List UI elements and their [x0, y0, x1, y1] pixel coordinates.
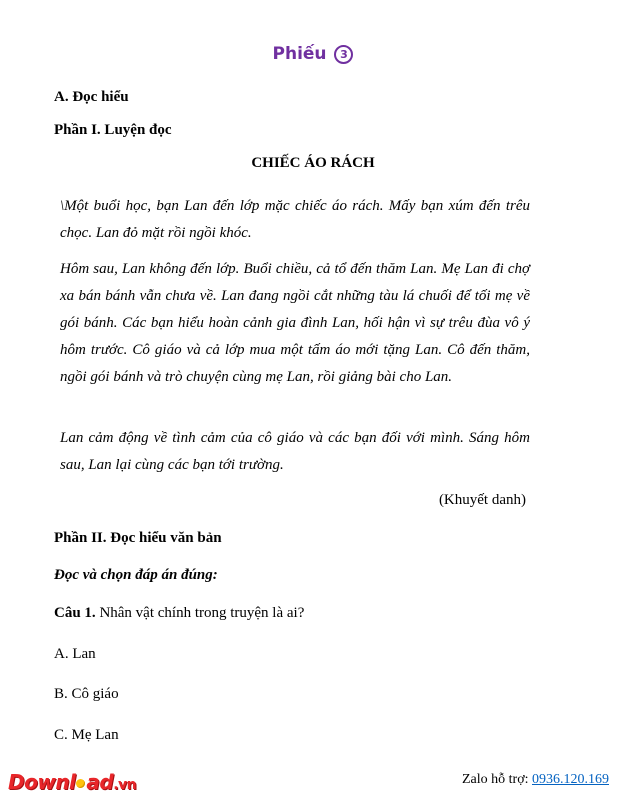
story-paragraph-1: \Một buổi học, bạn Lan đến lớp mặc chiếc áo rách. Mấy bạn xúm đến trêu chọc. Lan đỏ mặt rồi ngồi khóc.: [60, 198, 530, 241]
story-paragraph-2: Hôm sau, Lan không đến lớp. Buổi chiều, cả tổ đến thăm Lan. Mẹ Lan đi chợ xa bán bánh vẫn chưa về. Lan đang ngồi cắt những tàu lá chuối để tối mẹ về gói bánh. Các bạn hiểu hoàn cảnh gia đình Lan, hối hận vì sự trêu đùa vô ý hôm trước. Cô giáo và cả lớp mua một tấm áo mới tặng Lan. Cô đến thăm, ngồi gói bánh và trò chuyện cùng mẹ Lan, rồi giảng bài cho Lan.: [60, 261, 530, 385]
zalo-phone-link[interactable]: 0936.120.169: [532, 772, 609, 787]
question-1-text: Nhân vật chính trong truyện là ai?: [99, 605, 305, 621]
story-paragraph-3: Lan cảm động về tình cảm của cô giáo và các bạn đối với mình. Sáng hôm sau, Lan lại cùng các bạn tới trường.: [60, 430, 530, 473]
worksheet-title: [0, 44, 626, 64]
section-a-heading: A. Đọc hiểu: [54, 89, 129, 105]
zalo-support-label: Zalo hỗ trợ:: [462, 772, 529, 787]
worksheet-number-badge: 3: [334, 45, 353, 64]
answer-option-a: A. Lan: [54, 646, 96, 662]
story-author: (Khuyết danh): [438, 492, 526, 508]
logo-o-icon: [76, 779, 85, 788]
question-1: [54, 604, 304, 622]
zalo-support: [462, 772, 609, 788]
part2-instruction: Đọc và chọn đáp án đúng:: [54, 567, 218, 583]
question-1-label: Câu 1.: [54, 605, 96, 621]
worksheet-title-text: Phiếu: [272, 44, 327, 64]
part2-heading: Phần II. Đọc hiểu văn bản: [54, 530, 222, 546]
logo-text-start: Downl: [8, 770, 76, 794]
answer-option-b: B. Cô giáo: [54, 686, 119, 702]
answer-option-c: C. Mẹ Lan: [54, 727, 119, 743]
story-title: CHIẾC ÁO RÁCH: [251, 155, 375, 171]
logo-suffix: .vn: [113, 777, 137, 793]
logo-text-end: ad: [86, 770, 114, 794]
download-vn-logo[interactable]: [8, 770, 136, 794]
part1-heading: Phần I. Luyện đọc: [54, 122, 172, 138]
